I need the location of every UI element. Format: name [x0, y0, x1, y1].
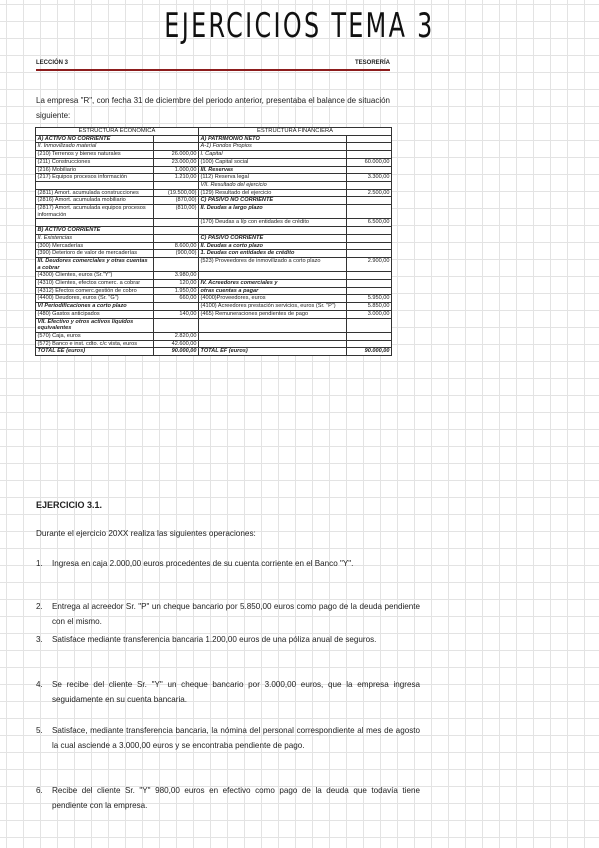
liability-amount-cell: [347, 135, 392, 143]
header-rule: [36, 69, 390, 71]
asset-account-cell: II. Inmovilizado material: [36, 143, 154, 151]
liability-amount-cell: 90.000,00: [347, 348, 392, 356]
liability-account-cell: [199, 340, 347, 348]
asset-amount-cell: 140,00: [154, 310, 199, 318]
asset-account-cell: II. Existencias: [36, 234, 154, 242]
asset-account-cell: (217) Equipos procesos información: [36, 174, 154, 182]
page-title: EJERCICIOS TEMA 3: [164, 6, 435, 46]
table-row: [36, 143, 392, 151]
asset-amount-cell: 3.980,00: [154, 272, 199, 280]
liability-account-cell: IV. Acreedores comerciales y: [199, 280, 347, 288]
liability-account-cell: C) PASIVO CORRIENTE: [199, 234, 347, 242]
operation-item: [36, 784, 420, 813]
table-row: [36, 227, 392, 235]
table-row: [36, 234, 392, 242]
asset-account-cell: (2816) Amort. acumulada mobiliario: [36, 197, 154, 205]
table-row: [36, 348, 392, 356]
table-row: [36, 257, 392, 271]
liability-account-cell: A) PATRIMONIO NETO: [199, 135, 347, 143]
balance-sheet-body: [36, 128, 392, 356]
liability-amount-cell: 3.000,00: [347, 310, 392, 318]
liability-amount-cell: 6.500,00: [347, 219, 392, 227]
asset-amount-cell: [154, 143, 199, 151]
asset-amount-cell: 26.000,00: [154, 151, 199, 159]
asset-amount-cell: [154, 234, 199, 242]
asset-amount-cell: [154, 303, 199, 311]
asset-amount-cell: 120,00: [154, 280, 199, 288]
table-row: [36, 166, 392, 174]
liability-amount-cell: 5.850,00: [347, 303, 392, 311]
asset-account-cell: (4300) Clientes, euros (Sr."Y"): [36, 272, 154, 280]
lesson-header: [36, 60, 390, 72]
table-row: [36, 332, 392, 340]
financial-structure-header: ESTRUCTURA FINANCIERA: [199, 128, 392, 136]
operation-number: 5.: [36, 726, 43, 735]
asset-account-cell: (572) Banco e inst. cdto. c/c vista, euros: [36, 340, 154, 348]
lesson-label: LECCIÓN 3: [36, 60, 69, 66]
asset-account-cell: A) ACTIVO NO CORRIENTE: [36, 135, 154, 143]
asset-amount-cell: [154, 135, 199, 143]
liability-account-cell: (170) Deudas a l/p con entidades de crédito: [199, 219, 347, 227]
liability-account-cell: (4100) Acreedores prestación servicios, euros (Sr. "P"): [199, 303, 347, 311]
subject-label: TESORERÍA: [354, 60, 390, 66]
operation-item: [36, 600, 420, 629]
asset-amount-cell: [154, 227, 199, 235]
operation-item: [36, 678, 420, 707]
table-row: [36, 158, 392, 166]
asset-amount-cell: [154, 219, 199, 227]
asset-amount-cell: (19.500,00): [154, 189, 199, 197]
operations-intro: Durante el ejercicio 20XX realiza las siguientes operaciones:: [36, 529, 256, 538]
table-row: [36, 135, 392, 143]
asset-account-cell: [36, 219, 154, 227]
operation-text: Se recibe del cliente Sr. "Y" un cheque bancario por 3.000,00 euros, que la empresa ingresa seguidamente en su cuenta bancaria.: [52, 680, 420, 704]
asset-amount-cell: 90.000,00: [154, 348, 199, 356]
liability-amount-cell: [347, 151, 392, 159]
asset-account-cell: (390) Deterioro de valor de mercaderías: [36, 250, 154, 258]
liability-account-cell: (129) Resultado del ejercicio: [199, 189, 347, 197]
liability-amount-cell: [347, 181, 392, 189]
table-row: [36, 295, 392, 303]
balance-sheet: [35, 127, 391, 356]
table-row: [36, 197, 392, 205]
liability-amount-cell: 5.950,00: [347, 295, 392, 303]
liability-amount-cell: [347, 287, 392, 295]
liability-account-cell: [199, 332, 347, 340]
liability-amount-cell: [347, 340, 392, 348]
liability-account-cell: [199, 272, 347, 280]
operation-item: [36, 557, 420, 572]
asset-amount-cell: 8.600,00: [154, 242, 199, 250]
table-row: [36, 174, 392, 182]
asset-amount-cell: [154, 257, 199, 271]
table-row: [36, 181, 392, 189]
liability-account-cell: II. Deudas a largo plazo: [199, 205, 347, 219]
liability-account-cell: (4000)Proveedores, euros: [199, 295, 347, 303]
liability-amount-cell: [347, 197, 392, 205]
liability-amount-cell: [347, 227, 392, 235]
liability-amount-cell: [347, 205, 392, 219]
asset-amount-cell: (900,00): [154, 250, 199, 258]
liability-amount-cell: 3.300,00: [347, 174, 392, 182]
liability-account-cell: 1. Deudas con entidades de crédito: [199, 250, 347, 258]
operation-number: 3.: [36, 635, 43, 644]
liability-account-cell: II. Deudas a corto plazo: [199, 242, 347, 250]
asset-account-cell: (480) Gastos anticipados: [36, 310, 154, 318]
operation-text: Satisface mediante transferencia bancaria 1.200,00 euros de una póliza anual de seguros.: [52, 635, 377, 644]
table-row: [36, 340, 392, 348]
asset-account-cell: (2817) Amort. acumulada equipos procesos información: [36, 205, 154, 219]
table-row: [36, 250, 392, 258]
table-row: [36, 310, 392, 318]
liability-amount-cell: [347, 166, 392, 174]
liability-amount-cell: [347, 280, 392, 288]
asset-amount-cell: (810,00): [154, 205, 199, 219]
liability-account-cell: VII. Resultado del ejercicio: [199, 181, 347, 189]
asset-account-cell: (216) Mobiliario: [36, 166, 154, 174]
asset-account-cell: VI Periodificaciones a corto plazo: [36, 303, 154, 311]
liability-account-cell: [199, 227, 347, 235]
asset-amount-cell: 660,00: [154, 295, 199, 303]
liability-amount-cell: 2.500,00: [347, 189, 392, 197]
table-row: [36, 219, 392, 227]
liability-amount-cell: [347, 318, 392, 332]
table-row: [36, 272, 392, 280]
asset-amount-cell: 42.600,00: [154, 340, 199, 348]
table-row: [36, 205, 392, 219]
asset-account-cell: VII. Efectivo y otros activos líquidos equivalentes: [36, 318, 154, 332]
operation-number: 6.: [36, 786, 43, 795]
liability-amount-cell: [347, 143, 392, 151]
asset-account-cell: (210) Terrenos y bienes naturales: [36, 151, 154, 159]
liability-amount-cell: [347, 272, 392, 280]
asset-account-cell: (4310) Clientes, efectos comerc. a cobrar: [36, 280, 154, 288]
asset-amount-cell: (870,00): [154, 197, 199, 205]
liability-amount-cell: [347, 234, 392, 242]
operation-text: Recibe del cliente Sr. "Y" 980,00 euros en efectivo como pago de la deuda que todavía tiene pendiente con la empresa.: [52, 786, 420, 810]
operation-item: [36, 633, 420, 648]
liability-account-cell: (100) Capital social: [199, 158, 347, 166]
liability-amount-cell: 2.900,00: [347, 257, 392, 271]
liability-account-cell: (523) Proveedores de inmovilizado a corto plazo: [199, 257, 347, 271]
asset-account-cell: (4400) Deudores, euros (Sr. "G"): [36, 295, 154, 303]
liability-amount-cell: 60.000,00: [347, 158, 392, 166]
asset-account-cell: (300) Mercaderías: [36, 242, 154, 250]
operation-number: 1.: [36, 559, 43, 568]
asset-account-cell: TOTAL EE (euros): [36, 348, 154, 356]
liability-account-cell: III. Reservas: [199, 166, 347, 174]
liability-account-cell: C) PASIVO NO CORRIENTE: [199, 197, 347, 205]
table-row: [36, 318, 392, 332]
intro-text: La empresa "R", con fecha 31 de diciembre del periodo anterior, presentaba el balance de situación siguiente:: [36, 96, 390, 120]
liability-account-cell: I. Capital: [199, 151, 347, 159]
operation-number: 2.: [36, 602, 43, 611]
table-row: [36, 189, 392, 197]
liability-account-cell: (112) Reserva legal: [199, 174, 347, 182]
liability-account-cell: A-1) Fondos Propios: [199, 143, 347, 151]
table-header-row: [36, 128, 392, 136]
economic-structure-header: ESTRUCTURA ECONÓMICA: [36, 128, 199, 136]
liability-amount-cell: [347, 332, 392, 340]
exercise-title: EJERCICIO 3.1.: [36, 500, 103, 510]
asset-account-cell: (2811) Amort. acumulada construcciones: [36, 189, 154, 197]
table-row: [36, 151, 392, 159]
asset-account-cell: III. Deudores comerciales y otras cuentas a cobrar: [36, 257, 154, 271]
asset-account-cell: B) ACTIVO CORRIENTE: [36, 227, 154, 235]
liability-account-cell: [199, 318, 347, 332]
operation-text: Satisface, mediante transferencia bancaria, la nómina del personal correspondiente al mes de agosto la cual asciende a 3.000,00 euros y se encontraba pendiente de pago.: [52, 726, 420, 750]
operation-text: Entrega al acreedor Sr. "P" un cheque bancario por 5.850,00 euros como pago de la deuda pendiente con el mismo.: [52, 602, 420, 626]
asset-amount-cell: 1.950,00: [154, 287, 199, 295]
table-row: [36, 242, 392, 250]
balance-sheet-table: [35, 127, 392, 356]
asset-amount-cell: 2.820,00: [154, 332, 199, 340]
liability-account-cell: (465) Remuneraciones pendientes de pago: [199, 310, 347, 318]
operation-item: [36, 724, 420, 753]
asset-account-cell: (570) Caja, euros: [36, 332, 154, 340]
table-row: [36, 303, 392, 311]
asset-account-cell: (4312) Efectos comerc.gestión de cobro: [36, 287, 154, 295]
asset-amount-cell: 1.000,00: [154, 166, 199, 174]
asset-account-cell: (211) Construcciones: [36, 158, 154, 166]
operation-text: Ingresa en caja 2.000,00 euros procedentes de su cuenta corriente en el Banco "Y".: [52, 559, 354, 568]
liability-account-cell: TOTAL EF (euros): [199, 348, 347, 356]
liability-account-cell: otras cuentas a pagar: [199, 287, 347, 295]
asset-account-cell: [36, 181, 154, 189]
asset-amount-cell: 1.210,00: [154, 174, 199, 182]
table-row: [36, 287, 392, 295]
liability-amount-cell: [347, 242, 392, 250]
table-row: [36, 280, 392, 288]
asset-amount-cell: 23.000,00: [154, 158, 199, 166]
operation-number: 4.: [36, 680, 43, 689]
asset-amount-cell: [154, 181, 199, 189]
liability-amount-cell: [347, 250, 392, 258]
asset-amount-cell: [154, 318, 199, 332]
